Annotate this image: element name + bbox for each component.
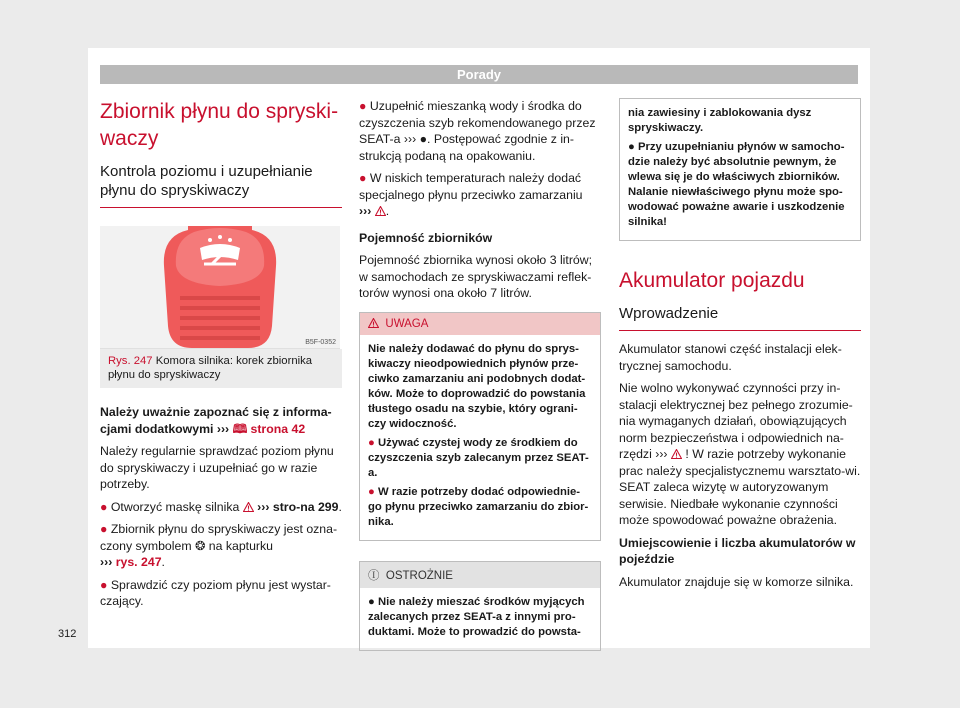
section-title: Zbiornik płynu do spryski-waczy — [100, 100, 339, 150]
warning-triangle-icon — [671, 449, 682, 459]
warning-item: ● W razie potrzeby dodać odpowiednie-go płynu przeciwko zamarzaniu do zbior-nika. — [368, 485, 589, 528]
paragraph: Nie wolno wykonywać czynności przy in-stalacji elektrycznej bez pełnego zrozumie-nia wymaganych działań, obowiązujących norm bezpieczeństwa i odpowiednich na-rzędzi ››› ! W razie potrzeby wykonanie prac należy specjalistycznemu warsztato-wi. SEAT zaleca wizytę w autoryzowanym serwisie. Niedbałe wykonanie czynności może spowodować poważne obrażenia. — [619, 381, 861, 527]
list-item: ● Uzupełnić mieszanką wody i środka do czyszczenia szyb rekomendowanego przez SEAT-a ››› ●. Postępować zgodnie z in-strukcją podaną na opakowaniu. — [359, 99, 596, 163]
caution-box-continued — [619, 98, 861, 241]
caution-body — [360, 588, 600, 650]
section-title: Akumulator pojazdu — [619, 269, 805, 292]
figure-link[interactable]: rys. 247 — [115, 555, 162, 569]
caution-item: ● Nie należy mieszać środków myjących zalecanych przez SEAT-a z innymi pro-duktami. Może to prowadzić do powsta- — [368, 595, 585, 638]
list-item: ● Zbiornik płynu do spryskiwaczy jest ozna-czony symbolem ❂ na kapturku ››› rys. 247. — [100, 522, 338, 569]
warning-body — [360, 335, 600, 540]
section-header: Porady — [100, 65, 858, 84]
caution-header: Ⓘ OSTROŻNIE — [360, 562, 600, 588]
list-item: ● Otworzyć maskę silnika ››› stro-na 299. — [100, 499, 342, 514]
battery-location-heading: Umiejscowienie i liczba akumulatorów w pojeździe — [619, 535, 856, 566]
caption-text: Komora silnika: korek zbiornika płynu do spryskiwaczy — [108, 355, 313, 381]
washer-cap-illustration — [100, 226, 340, 348]
warning-intro: Nie należy dodawać do płynu do sprys-kiwaczy nieodpowiednich płynów prze-ciwko zamarzaniu ani podobnych dodat-ków. Może to doprowadzić do powstania tłustego osadu na szybie, który ograni-czy widoczność. — [368, 342, 586, 430]
list-item: ● W niskich temperaturach należy dodać specjalnego płynu przeciwko zamarzaniu ››› . — [359, 171, 583, 218]
caption-number: Rys. 247 — [108, 355, 153, 367]
paragraph: Należy regularnie sprawdzać poziom płynu do spryskiwaczy i uzupełniać go w razie potrzeby. — [100, 444, 334, 491]
list-item: ● Sprawdzić czy poziom płynu jest wystar-czający. — [100, 577, 331, 608]
figure-caption — [100, 349, 342, 388]
page-ref[interactable]: ››› stro-na 299 — [257, 499, 339, 514]
note-link[interactable]: strona 42 — [250, 421, 306, 436]
manual-page — [58, 48, 870, 648]
warning-triangle-icon — [375, 206, 386, 216]
subsection-title: Wprowadzenie — [619, 304, 861, 331]
warning-triangle-icon — [243, 502, 254, 512]
paragraph: Akumulator znajduje się w komorze silnika. — [619, 574, 854, 589]
column-2 — [359, 98, 601, 663]
capacity-text: Pojemność zbiornika wynosi około 3 litrów; w samochodach ze spryskiwaczami reflek-torów wynosi ona około 7 litrów. — [359, 253, 593, 300]
caution-body-continued: nia zawiesiny i zablokowania dysz spryskiwaczy. ● Przy uzupełnianiu płynów w samocho-dzie należy być absolutnie pewnym, że wlewa się je do właściwych zbiorników. Nalanie niewłaściwego płynu może spo-wodować poważne awarie i uszkodzenie silnika! — [620, 99, 860, 240]
warning-header: UWAGA — [360, 313, 600, 335]
warning-triangle-icon — [368, 318, 379, 328]
warning-item: ● Używać czystej wody ze środkiem do czyszczenia szyb zalecanym przez SEAT-a. — [368, 436, 589, 479]
book-icon: 🕮 — [232, 421, 248, 436]
figure-tag: B5F-0352 — [305, 339, 336, 346]
caution-item: ● Przy uzupełnianiu płynów w samocho-dzie należy być absolutnie pewnym, że wlewa się je do właściwych zbiorników. Nalanie niewłaściwego płynu może spo-wodować poważne awarie i uszkodzenie silnika! — [628, 141, 845, 228]
paragraph: Akumulator stanowi część instalacji elek-trycznej samochodu. — [619, 342, 842, 373]
figure-washer-cap — [100, 226, 340, 349]
subsection-title: Kontrola poziomu i uzupełnianie płynu do spryskiwaczy — [100, 162, 342, 208]
column-3 — [619, 98, 861, 596]
page-number: 312 — [58, 628, 77, 640]
caution-circle-icon: Ⓘ — [368, 569, 380, 582]
info-note: Należy uważnie zapoznać się z informa-cjami dodatkowymi ››› 🕮 strona 42 — [100, 405, 332, 436]
capacity-heading: Pojemność zbiorników — [359, 230, 493, 245]
column-1 — [100, 98, 342, 616]
warning-box — [359, 312, 601, 541]
info-circle-icon: ● — [419, 132, 428, 146]
washer-symbol-icon: ❂ — [195, 538, 206, 553]
caution-box — [359, 561, 601, 651]
